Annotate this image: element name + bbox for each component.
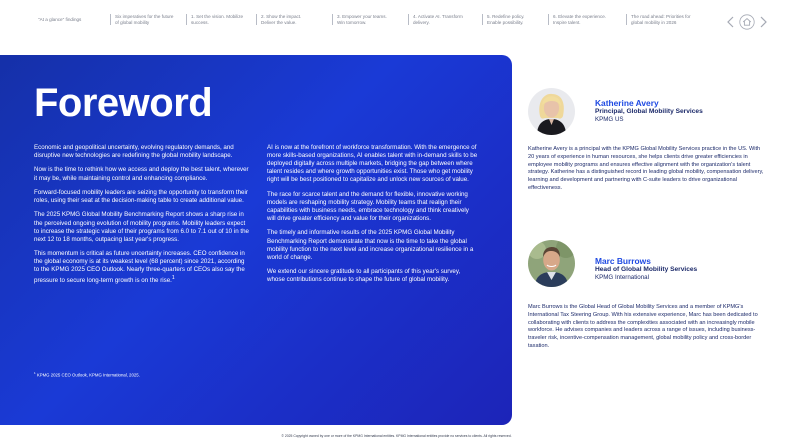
- bio-role: Head of Global Mobility Services: [595, 266, 698, 273]
- nav-item-elevate-experience[interactable]: 6. Elevate the experience. Inspire talent.: [548, 14, 614, 25]
- footnote-reference[interactable]: 1: [171, 275, 175, 282]
- page-title: Foreword: [34, 81, 213, 125]
- foreword-paragraph: [34, 250, 250, 285]
- bio-name: Katherine Avery: [595, 98, 659, 108]
- foreword-paragraph: The race for scarce talent and the demand for flexible, innovative working models are reshaping mobility strategy. Mobility teams that realign their capabilities with business needs, embrace technology and think creatively will drive greater efficiency and value for their organizations.: [267, 190, 469, 223]
- bio-header-marc-burrows: [595, 256, 697, 282]
- nav-item-road-ahead[interactable]: The road ahead: Priorities for global mobility in 2026: [626, 14, 702, 25]
- bio-role: Principal, Global Mobility Services: [595, 108, 703, 115]
- chevron-right-icon[interactable]: [758, 16, 768, 28]
- footnote-number: 1: [34, 371, 36, 375]
- top-navigation: [30, 14, 730, 36]
- nav-item-six-imperatives[interactable]: Six imperatives for the future of global mobility: [110, 14, 174, 25]
- nav-item-show-impact[interactable]: 2. Show the impact. Deliver the value.: [256, 14, 314, 25]
- foreword-paragraph: Now is the time to rethink how we access and deploy the best talent, wherever it may be, while maintaining control and enhancing compliance.: [34, 166, 249, 182]
- bio-name: Marc Burrows: [595, 256, 651, 266]
- foreword-paragraph-text: This momentum is critical as future uncertainty increases. CEO confidence in the global economy is at its weakest level (68 percent) since 2021, according to the KPMG 2025 CEO Outlook. Nearly three-quarters of CEOs also say the pressure to secure long-term growth is on the rise.: [34, 250, 245, 285]
- foreword-paragraph: Forward-focused mobility leaders are seizing the opportunity to transform their roles, using their seat at the decision-making table to create additional value.: [34, 188, 248, 205]
- bio-org: KPMG International: [595, 274, 649, 281]
- bio-org: KPMG US: [595, 116, 624, 123]
- bio-text: Marc Burrows is the Global Head of Global Mobility Services and a member of KPMG's International Tax Steering Group. With his extensive experience, Marc has been dedicated to collaborating with clients to address the complexities associated with an increasingly mobile workforce. He advises companies and leaders across a range of issues, including business-traveler risk, incentive-compensation management, global mobility policy and cross-border taxation.: [528, 304, 758, 349]
- nav-item-empower-teams[interactable]: 3. Empower your teams. Win tomorrow.: [332, 14, 392, 25]
- nav-item-set-vision[interactable]: 1. Set the vision. Mobilize success.: [186, 14, 246, 25]
- foreword-panel: [0, 55, 512, 425]
- nav-item-redefine-policy[interactable]: 5. Redefine policy. Enable possibility.: [482, 14, 540, 25]
- footnote-text: KPMG 2025 CEO Outlook, KPMG International, 2025.: [36, 372, 140, 378]
- foreword-paragraph: The timely and informative results of the 2025 KPMG Global Mobility Benchmarking Report demonstrate that now is the time to take the global mobility function to the next level and increase organizational resilience in a world of change.: [267, 229, 474, 261]
- katherine-avery-photo: [528, 88, 575, 135]
- foreword-paragraph: We extend our sincere gratitude to all participants of this year's survey, whose contributions continue to shape the future of global mobility.: [267, 268, 461, 284]
- foreword-paragraph: AI is now at the forefront of workforce transformation. With the emergence of more skills-based organizations, AI enables talent with in-demand skills to be deployed digitally across multiple markets, bridging the gap between where talent resides and where growth opportunities exist. Those who get mobility right will be best positioned to capitalize and unlock new sources of value.: [267, 144, 478, 184]
- bio-text: Katherine Avery is a principal with the KPMG Global Mobility Services practice in the US. With 20 years of experience in human resources, she helps clients drive greater efficiencies in employee mobility programs and ensures effective alignment with the organization's talent strategy. Katherine has a distinguished record in leading global mobility, compensation delivery, learning and development and partnering with C-suite leaders to drive organizational effectiveness.: [528, 146, 764, 191]
- bio-header-katherine-avery: [595, 98, 703, 124]
- foreword-left-column: [34, 144, 250, 292]
- foreword-paragraph: The 2025 KPMG Global Mobility Benchmarking Report shows a sharp rise in the perceived ongoing evolution of mobility programs. Mobility leaders expect to increase the strategic value of their programs from 6.0 to 7.1 out of 10 in the next 12 to 18 months, outpacing last year's progress.: [34, 211, 249, 243]
- foreword-paragraph: Economic and geopolitical uncertainty, evolving regulatory demands, and disruptive new technologies are redefining the global mobility landscape.: [34, 144, 234, 160]
- nav-controls: [726, 14, 778, 30]
- nav-item-at-a-glance[interactable]: "At a glance" findings: [38, 17, 82, 22]
- home-icon[interactable]: [739, 14, 755, 30]
- foreword-right-column: [267, 144, 479, 291]
- marc-burrows-photo: [528, 240, 575, 287]
- chevron-left-icon[interactable]: [726, 16, 736, 28]
- nav-item-activate-ai[interactable]: 4. Activate AI. Transform delivery.: [408, 14, 466, 25]
- footnote: [34, 371, 140, 377]
- copyright-notice: © 2025 Copyright owned by one or more of the KPMG International entities. KPMG International entities provide no services to clients. All rights reserved.: [281, 434, 512, 438]
